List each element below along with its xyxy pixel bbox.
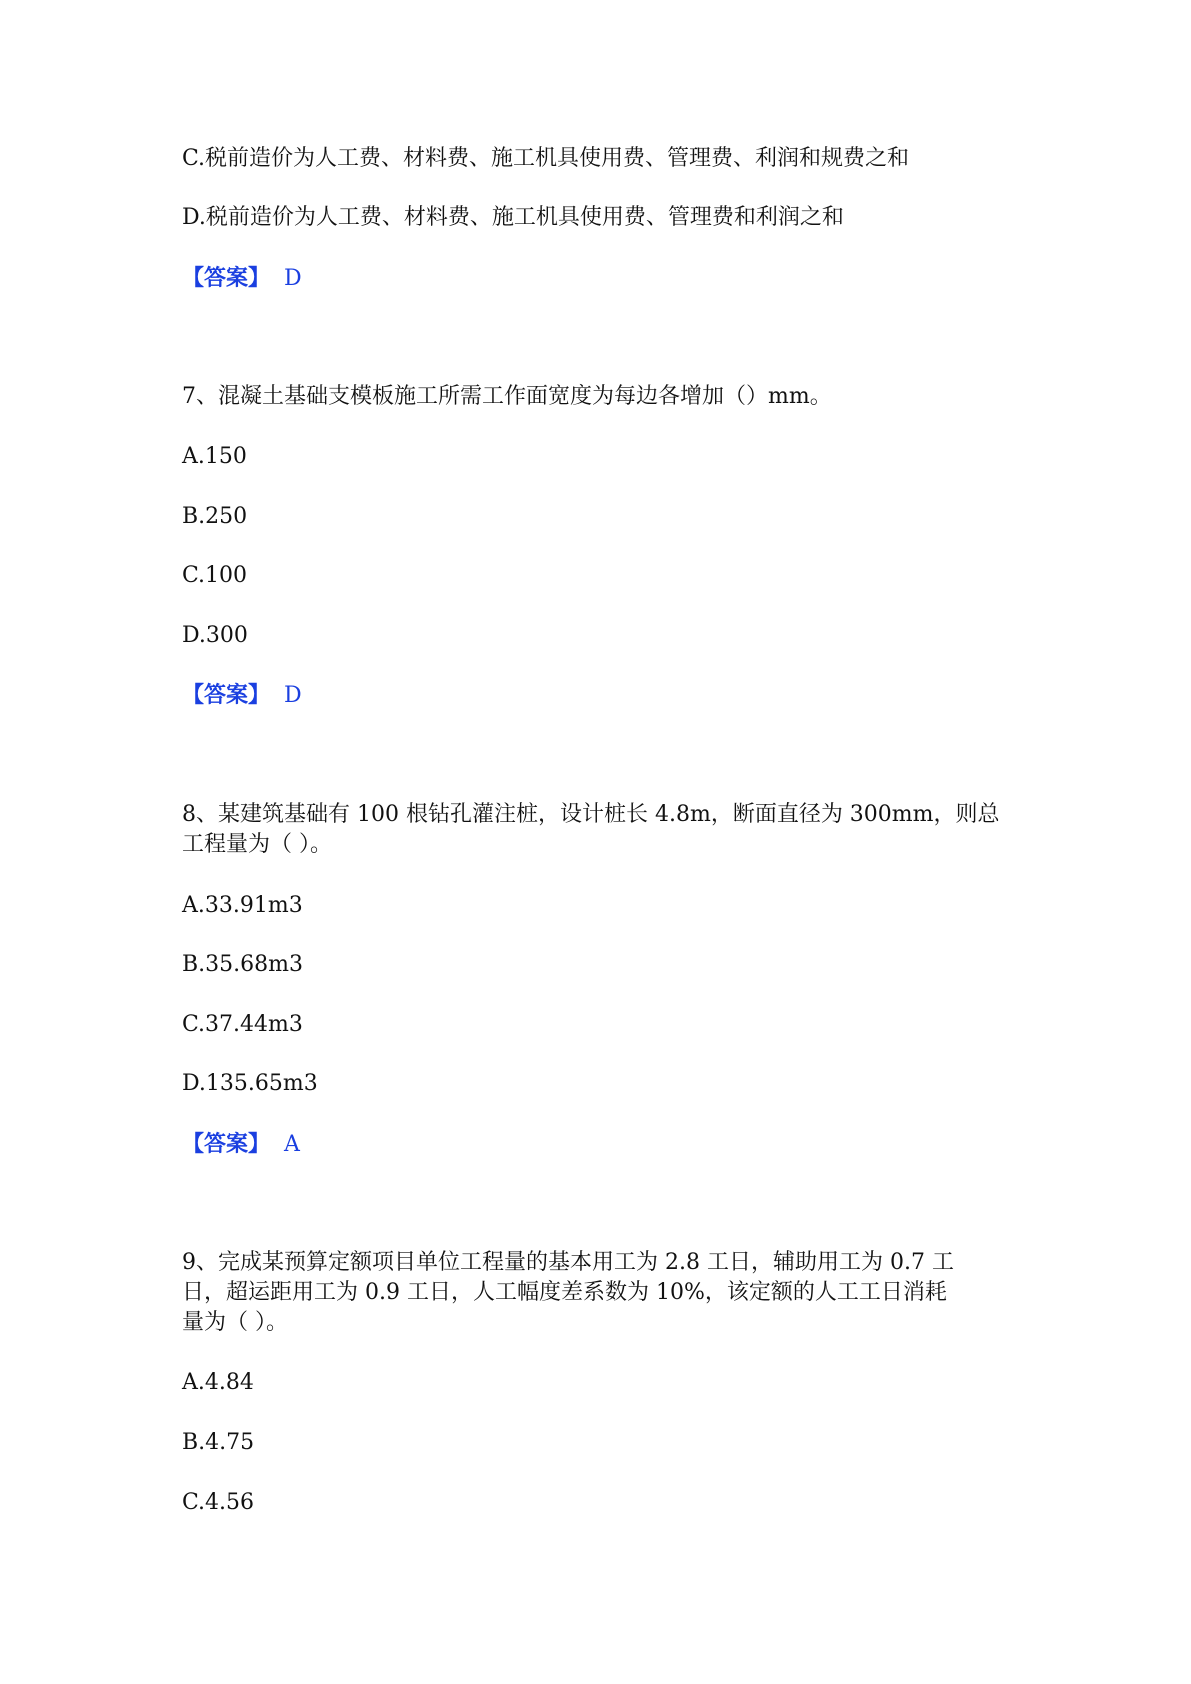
- answer-value: A: [284, 1132, 300, 1157]
- q7-option-d: D.300: [182, 623, 248, 648]
- answer-label: 【答案】: [182, 265, 271, 291]
- q7-option-b: B.250: [182, 504, 248, 529]
- q9-option-c: C.4.56: [182, 1490, 255, 1515]
- q8-stem-line-2: 工程量为（ ）。: [182, 832, 332, 857]
- q6-option-d: D.税前造价为人工费、材料费、施工机具使用费、管理费和利润之和: [182, 205, 844, 230]
- q8-answer: [182, 1129, 300, 1160]
- answer-value: D: [284, 266, 302, 291]
- q6-answer: [182, 263, 302, 294]
- answer-value: D: [284, 683, 302, 708]
- q8-option-c: C.37.44m3: [182, 1012, 303, 1037]
- q7-stem: 7、混凝土基础支模板施工所需工作面宽度为每边各增加（）mm。: [182, 384, 832, 409]
- q8-stem-line-1: 8、某建筑基础有 100 根钻孔灌注桩，设计桩长 4.8m，断面直径为 300mm，则总: [182, 802, 1000, 827]
- q7-option-c: C.100: [182, 563, 248, 588]
- q9-stem-line-3: 量为（ ）。: [182, 1310, 288, 1335]
- q8-option-d: D.135.65m3: [182, 1071, 318, 1096]
- q7-answer: [182, 680, 302, 711]
- answer-label: 【答案】: [182, 682, 271, 708]
- q8-option-b: B.35.68m3: [182, 952, 303, 977]
- answer-label: 【答案】: [182, 1131, 271, 1157]
- q9-option-b: B.4.75: [182, 1430, 255, 1455]
- q9-option-a: A.4.84: [182, 1370, 254, 1395]
- q7-option-a: A.150: [182, 444, 247, 469]
- q8-option-a: A.33.91m3: [182, 893, 303, 918]
- q6-option-c: C.税前造价为人工费、材料费、施工机具使用费、管理费、利润和规费之和: [182, 146, 910, 171]
- q9-stem-line-1: 9、完成某预算定额项目单位工程量的基本用工为 2.8 工日，辅助用工为 0.7 工: [182, 1250, 954, 1275]
- q9-stem-line-2: 日，超运距用工为 0.9 工日，人工幅度差系数为 10%，该定额的人工工日消耗: [182, 1280, 947, 1305]
